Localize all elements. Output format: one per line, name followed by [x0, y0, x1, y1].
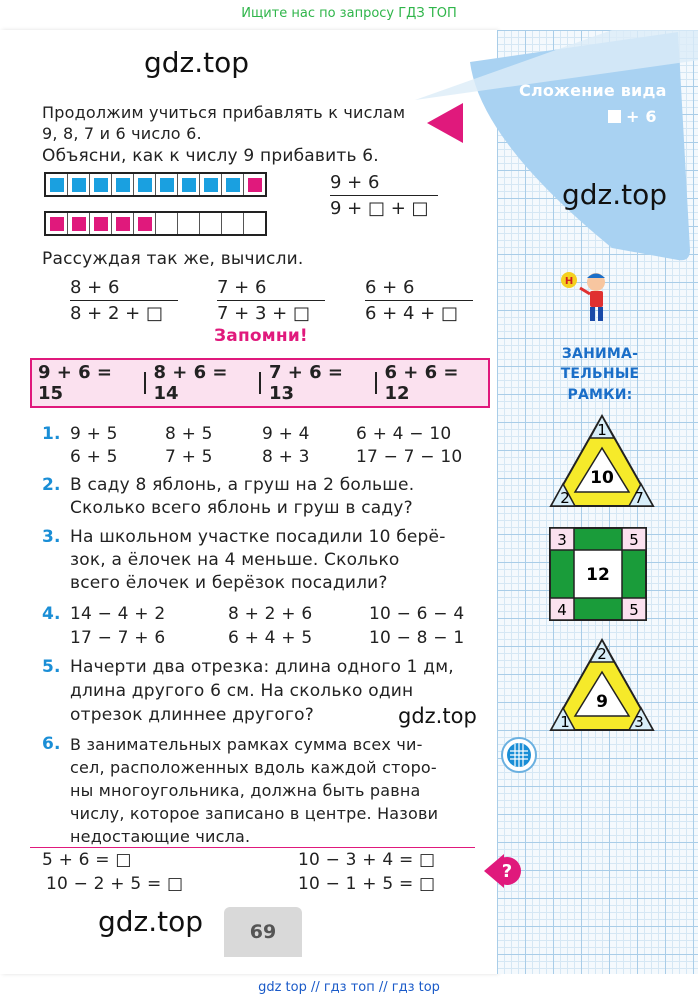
- expression: 7 + 5: [165, 447, 213, 467]
- svg-text:Н: Н: [564, 276, 574, 287]
- expression: 8 + 5: [165, 424, 213, 444]
- svg-text:7: 7: [634, 489, 644, 507]
- expression: 17 − 7 − 10: [356, 447, 463, 467]
- task-number: 2.: [42, 475, 61, 495]
- decomposition: 8 + 6 8 + 2 + □: [70, 277, 178, 324]
- task-text: длина другого 6 см. На сколько один: [70, 681, 414, 701]
- globe-grid-icon: [500, 736, 538, 774]
- intro-question: Объясни, как к числу 9 прибавить 6.: [42, 146, 379, 166]
- triangle-frame-1: [547, 412, 657, 510]
- top-banner[interactable]: Ищите нас по запросу ГДЗ ТОП: [241, 6, 457, 21]
- expression: 14 − 4 + 2: [70, 604, 166, 624]
- svg-text:4: 4: [557, 601, 567, 619]
- decomposition-9-plus-6: 9 + 6 9 + □ + □: [330, 172, 438, 219]
- expression: 6 + 5: [70, 447, 118, 467]
- cell-strip-bottom: [44, 211, 267, 236]
- task-number: 4.: [42, 604, 61, 624]
- instruction: Рассуждая так же, вычисли.: [42, 249, 304, 269]
- svg-text:3: 3: [557, 531, 567, 549]
- divider: [30, 847, 475, 848]
- task-text: недостающие числа.: [70, 827, 251, 846]
- topic-subtitle: + 6: [626, 107, 657, 126]
- task-text: сел, расположенных вдоль каждой сторо-: [70, 758, 437, 777]
- expression: 9 + 5: [70, 424, 118, 444]
- watermark: gdz.top: [98, 905, 204, 938]
- task-text: всего ёлочек и берёзок посадили?: [70, 573, 388, 593]
- expression: 8 + 2 + 6: [228, 604, 313, 624]
- task-text: числу, которое записано в центре. Назови: [70, 804, 439, 823]
- intro-line: 9, 8, 7 и 6 число 6.: [42, 124, 202, 143]
- svg-text:2: 2: [597, 645, 607, 663]
- task-number: 5.: [42, 657, 61, 677]
- question-mark-icon: [482, 848, 522, 894]
- task-text: отрезок длиннее другого?: [70, 705, 314, 725]
- svg-text:3: 3: [634, 713, 644, 731]
- svg-text:5: 5: [629, 601, 639, 619]
- decomposition: 6 + 6 6 + 4 + □: [365, 277, 473, 324]
- sidebar-title: ТЕЛЬНЫЕ: [560, 366, 640, 382]
- svg-text:1: 1: [597, 421, 607, 439]
- triangle-frame-2: [547, 636, 657, 734]
- expression: 10 − 1 + 5 = □: [298, 874, 436, 894]
- task-number: 3.: [42, 527, 61, 547]
- svg-text:2: 2: [560, 489, 570, 507]
- task-text: В занимательных рамках сумма всех чи-: [70, 735, 423, 754]
- expression: 17 − 7 + 6: [70, 628, 166, 648]
- box-symbol-icon: [608, 110, 621, 123]
- boy-figure-icon: [558, 268, 622, 332]
- pink-arrow-icon: [427, 103, 463, 143]
- watermark: gdz.top: [144, 46, 250, 79]
- task-text: ны многоугольника, должна быть равна: [70, 781, 421, 800]
- expression: 6 + 4 − 10: [356, 424, 452, 444]
- expression: 10 − 8 − 1: [369, 628, 465, 648]
- task-text: зок, а ёлочек на 4 меньше. Сколько: [70, 550, 400, 570]
- svg-text:9: 9: [596, 692, 608, 712]
- cell-strip-top: [44, 172, 267, 197]
- intro-line: Продолжим учиться прибавлять к числам: [42, 103, 406, 122]
- remember-box: 9 + 6 = 15 8 + 6 = 14 7 + 6 = 13 6 + 6 = 12: [30, 358, 490, 408]
- watermark: gdz.top: [562, 178, 668, 211]
- expression: 5 + 6 = □: [42, 850, 132, 870]
- square-frame: [548, 526, 648, 622]
- task-number: 1.: [42, 424, 61, 444]
- task-text: В саду 8 яблонь, а груш на 2 больше.: [70, 475, 415, 495]
- task-number: 6.: [42, 734, 61, 754]
- expression: 9 + 4: [262, 424, 310, 444]
- sidebar-title: РАМКИ:: [567, 387, 633, 403]
- page-number: 69: [224, 907, 302, 957]
- svg-text:10: 10: [590, 468, 614, 488]
- svg-text:5: 5: [629, 531, 639, 549]
- expression: 10 − 6 − 4: [369, 604, 465, 624]
- expression: 10 − 3 + 4 = □: [298, 850, 436, 870]
- task-text: На школьном участке посадили 10 берё-: [70, 527, 446, 547]
- sidebar-title: ЗАНИМА-: [561, 346, 639, 362]
- remember-title: Запомни!: [214, 326, 308, 346]
- expression: 8 + 3: [262, 447, 310, 467]
- expression: 6 + 4 + 5: [228, 628, 313, 648]
- decomposition: 7 + 6 7 + 3 + □: [217, 277, 325, 324]
- svg-text:1: 1: [560, 713, 570, 731]
- watermark: gdz.top: [398, 704, 477, 728]
- bottom-banner[interactable]: gdz top // гдз топ // гдз top: [258, 980, 440, 995]
- svg-text:12: 12: [586, 565, 610, 585]
- topic-title: Сложение вида: [519, 81, 667, 100]
- expression: 10 − 2 + 5 = □: [46, 874, 184, 894]
- svg-text:?: ?: [501, 861, 513, 882]
- task-text: Сколько всего яблонь и груш в саду?: [70, 498, 413, 518]
- task-text: Начерти два отрезка: длина одного 1 дм,: [70, 657, 454, 677]
